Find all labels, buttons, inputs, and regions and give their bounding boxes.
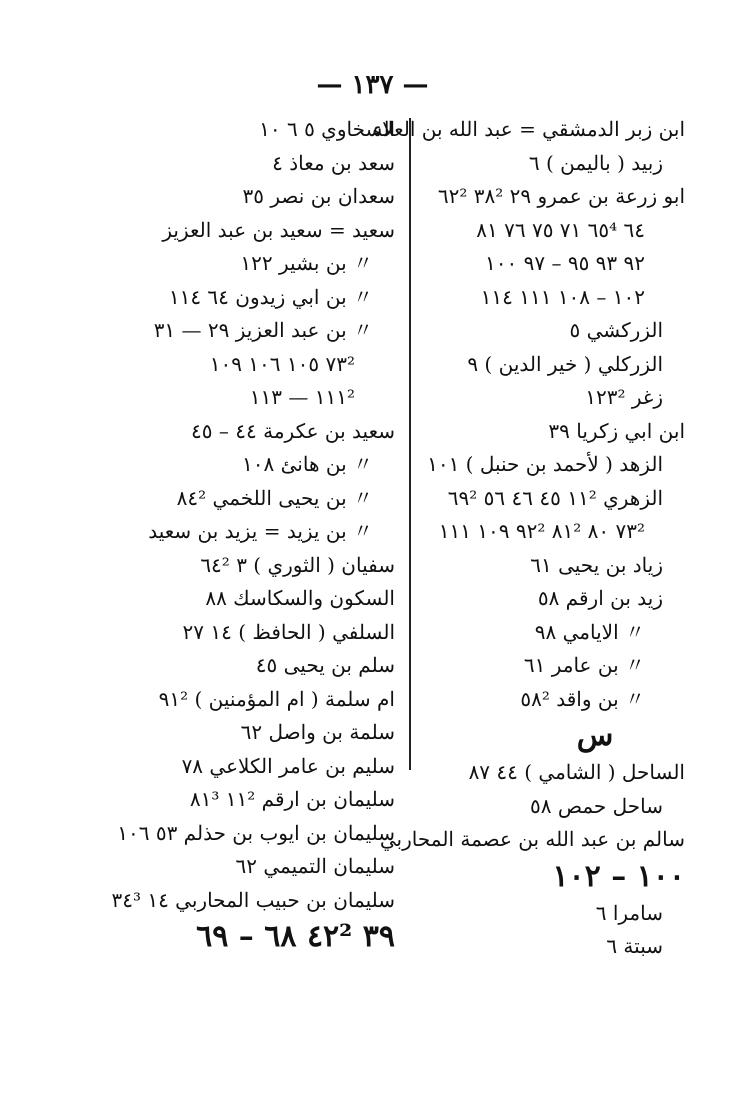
index-entry: الساحل ( الشامي ) ٤٤ ٨٧ (468, 760, 685, 784)
index-entry: الزركشي ٥ (569, 318, 663, 342)
index-entry: 〃 بن يحيى اللخمي ٨٤² (176, 485, 373, 510)
index-entry: زياد بن يحيى ٦١ (530, 552, 663, 577)
page-number: — ١٣٧ — (316, 70, 429, 100)
index-entry: ٣٩ ٤٢² ٦٨ – ٦٩ (196, 919, 395, 954)
index-entry: ابن ابي زكريا ٣٩ (548, 418, 685, 443)
index-entry: ١٠٠ – ١٠٢ (552, 858, 685, 894)
index-entry: 〃 بن عبد العزيز ٢٩ — ٣١ (153, 318, 373, 342)
index-entry: سعدان بن نصر ٣٥ (242, 184, 395, 208)
index-column-left (75, 113, 395, 957)
index-entry: ساحل حمص ٥٨ (530, 793, 663, 818)
index-entry: 〃 الايامي ٩٨ (534, 619, 645, 644)
index-entry: سليمان بن ايوب بن حذلم ٥٣ ١٠٦ (117, 820, 395, 845)
index-entry: سامرا ٦ (595, 900, 663, 925)
index-entry: سعيد = سعيد بن عبد العزيز (162, 217, 395, 242)
index-entry: سالم بن عبد الله بن عصمة المحاربي (379, 827, 685, 851)
index-entry: سفيان ( الثوري ) ٣ ٦٤² (200, 552, 395, 577)
index-entry: 〃 بن هانئ ١٠٨ (242, 452, 373, 476)
index-entry: ٧٣² ٨٠ ٨١² ٩٢² ١٠٩ ١١١ (438, 519, 645, 543)
index-column-right (355, 113, 685, 964)
index-entry: ١٠٢ – ١٠٨ ١١١ ١١٤ (480, 284, 645, 309)
index-entry: سعيد بن عكرمة ٤٤ – ٤٥ (191, 418, 395, 443)
index-entry: س (576, 718, 614, 753)
index-entry: الزركلي ( خير الدين ) ٩ (467, 351, 663, 376)
index-entry: سليم بن عامر الكلاعي ٧٨ (181, 753, 395, 778)
index-entry: 〃 بن واقد ٥٨² (520, 686, 645, 711)
index-entry: سلمة بن واصل ٦٢ (240, 720, 395, 744)
index-entry: ام سلمة ( ام المؤمنين ) ٩١² (158, 686, 395, 711)
index-entry: ٦٤ ٦٥⁴ ٧١ ٧٥ ٧٦ ٨١ (476, 217, 645, 242)
index-entry: الزهد ( لأحمد بن حنبل ) ١٠١ (427, 452, 663, 476)
index-entry: السكون والسكاسك ٨٨ (205, 586, 395, 610)
index-entry: السلفي ( الحافظ ) ١٤ ٢٧ (182, 619, 395, 644)
index-entry: زغر ١٢٣² (585, 385, 663, 409)
index-entry: سليمان بن حبيب المحاربي ١٤ ٣٤³ (111, 887, 395, 912)
index-entry: 〃 بن عامر ٦١ (523, 653, 645, 677)
index-entry: ٧٣² ١٠٥ ١٠٦ ١٠٩ (209, 351, 355, 376)
index-entry: سبتة ٦ (606, 934, 663, 958)
index-entry: 〃 بن ابي زيدون ٦٤ ١١٤ (168, 284, 373, 309)
index-entry: زبيد ( باليمن ) ٦ (528, 150, 663, 175)
index-entry: ١١١² — ١١٣ (249, 385, 355, 409)
index-entry: ابن زبر الدمشقي = عبد الله بن العلاء (372, 117, 685, 141)
index-entry: سليمان بن ارقم ١١² ٨١³ (189, 787, 395, 811)
index-entry: ابو زرعة بن عمرو ٢٩ ٣٨² ٦٢² (437, 184, 685, 208)
index-entry: 〃 بن بشير ١٢٢ (240, 251, 373, 275)
index-entry: السخاوي ٥ ٦ ١٠ (259, 117, 395, 141)
index-entry: الزهري ١١² ٤٥ ٤٦ ٥٦ ٦٩² (447, 485, 663, 510)
index-entry: 〃 بن يزيد = يزيد بن سعيد (148, 519, 373, 543)
index-entry: سعد بن معاذ ٤ (272, 150, 395, 175)
index-entry: سلم بن يحيى ٤٥ (255, 653, 395, 677)
index-entry: سليمان التميمي ٦٢ (235, 854, 395, 878)
index-entry: زيد بن ارقم ٥٨ (537, 586, 663, 610)
index-entry: ٩٢ ٩٣ ٩٥ – ٩٧ ١٠٠ (485, 251, 645, 275)
